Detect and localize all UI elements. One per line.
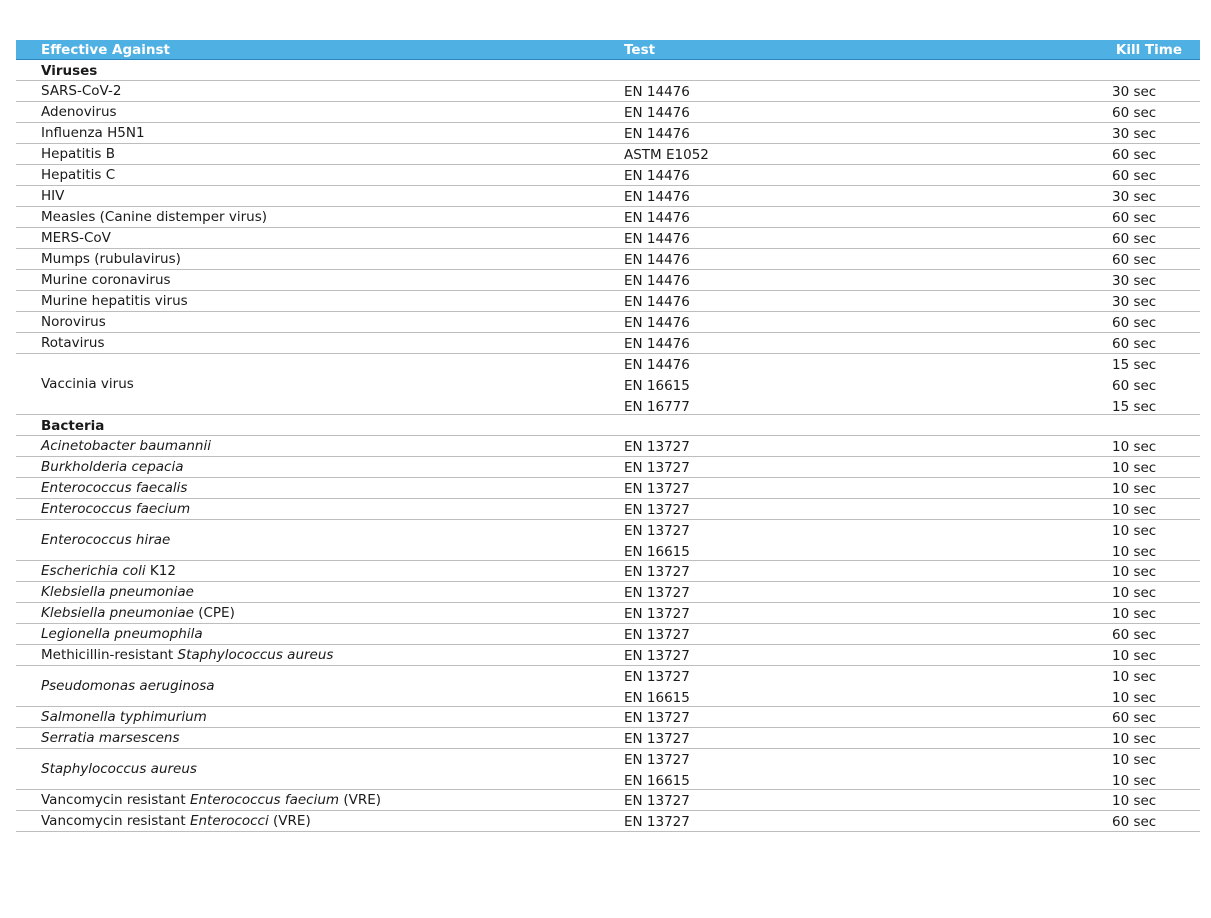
- efficacy-table: [16, 40, 1200, 832]
- test-standard: EN 14476: [624, 126, 690, 142]
- test-cell: [624, 436, 690, 457]
- kill-time-value: 10 sec: [1112, 585, 1157, 601]
- organism-name: [41, 81, 121, 101]
- organism-name-text: Hepatitis C: [41, 167, 116, 183]
- test-cell: [624, 561, 690, 582]
- kill-time-value: 60 sec: [1112, 147, 1157, 163]
- kill-time-value: 15 sec: [1112, 357, 1157, 373]
- organism-name-italic: Enterococcus faecium: [189, 792, 340, 808]
- organism-name-text: SARS-CoV-2: [41, 83, 122, 99]
- kill-time-value: 60 sec: [1112, 168, 1157, 184]
- organism-name-text: (CPE): [193, 605, 235, 621]
- organism-name-text: Murine coronavirus: [41, 272, 171, 288]
- test-cell: [624, 645, 690, 666]
- table-row: [16, 790, 1200, 811]
- table-row: [16, 291, 1200, 312]
- kill-time-cell: [1112, 291, 1156, 312]
- kill-time-value: 10 sec: [1112, 773, 1157, 789]
- kill-time-value: 10 sec: [1112, 502, 1157, 518]
- test-standard: EN 16615: [624, 544, 690, 560]
- table-row: [16, 186, 1200, 207]
- organism-name: [41, 520, 170, 560]
- kill-time-value: 10 sec: [1112, 481, 1157, 497]
- section-heading: [16, 415, 1200, 436]
- test-cell: [624, 144, 709, 165]
- organism-name-text: MERS-CoV: [41, 230, 111, 246]
- organism-name-text: HIV: [41, 188, 65, 204]
- kill-time-value: 30 sec: [1112, 294, 1157, 310]
- test-cell: [624, 81, 690, 102]
- test-cell: [624, 291, 690, 312]
- organism-name: [41, 603, 235, 623]
- test-standard: EN 13727: [624, 752, 690, 768]
- test-cell: [624, 457, 690, 478]
- kill-time-cell: [1112, 666, 1156, 708]
- organism-name: [41, 499, 190, 519]
- section-title: Viruses: [41, 63, 98, 79]
- table-row: [16, 624, 1200, 645]
- organism-name: [41, 749, 197, 789]
- organism-name: [41, 144, 115, 164]
- test-standard: EN 13727: [624, 523, 690, 539]
- kill-time-value: 10 sec: [1112, 439, 1157, 455]
- table-row: [16, 499, 1200, 520]
- kill-time-value: 15 sec: [1112, 399, 1157, 415]
- test-standard: EN 13727: [624, 564, 690, 580]
- test-standard: EN 16615: [624, 378, 690, 394]
- organism-name-text: Measles (Canine distemper virus): [41, 209, 268, 225]
- organism-name-text: Hepatitis B: [41, 146, 115, 162]
- kill-time-value: 60 sec: [1112, 252, 1157, 268]
- test-standard: EN 16615: [624, 773, 690, 789]
- kill-time-cell: [1112, 582, 1156, 603]
- organism-name-italic: Enterococcus faecium: [41, 501, 191, 517]
- organism-name-text: Murine hepatitis virus: [41, 293, 188, 309]
- kill-time-cell: [1112, 228, 1156, 249]
- test-standard: EN 13727: [624, 502, 690, 518]
- test-standard: EN 14476: [624, 189, 690, 205]
- test-cell: [624, 354, 690, 417]
- kill-time-cell: [1112, 144, 1156, 165]
- kill-time-cell: [1112, 728, 1156, 749]
- header-kill-time: Kill Time: [1115, 42, 1182, 58]
- table-row: [16, 249, 1200, 270]
- organism-name-italic: Escherichia coli: [41, 563, 146, 579]
- table-row: [16, 811, 1200, 832]
- organism-name: [41, 624, 203, 644]
- organism-name-text: Adenovirus: [41, 104, 117, 120]
- organism-name-text: Vancomycin resistant: [41, 792, 190, 808]
- kill-time-value: 10 sec: [1112, 544, 1157, 560]
- kill-time-value: 10 sec: [1112, 690, 1157, 706]
- table-row: [16, 666, 1200, 707]
- test-standard: EN 13727: [624, 814, 690, 830]
- test-standard: EN 14476: [624, 294, 690, 310]
- test-cell: [624, 666, 690, 708]
- kill-time-cell: [1112, 478, 1156, 499]
- table-row: [16, 478, 1200, 499]
- organism-name-text: (VRE): [339, 792, 382, 808]
- table-row: [16, 436, 1200, 457]
- table-row: [16, 144, 1200, 165]
- kill-time-cell: [1112, 603, 1156, 624]
- kill-time-cell: [1112, 81, 1156, 102]
- kill-time-cell: [1112, 270, 1156, 291]
- organism-name-text: Influenza H5N1: [41, 125, 145, 141]
- table-row: [16, 333, 1200, 354]
- organism-name: [41, 207, 267, 227]
- test-standard: EN 14476: [624, 210, 690, 226]
- organism-name: [41, 811, 311, 831]
- kill-time-cell: [1112, 249, 1156, 270]
- test-standard: EN 13727: [624, 481, 690, 497]
- test-standard: EN 14476: [624, 252, 690, 268]
- organism-name: [41, 478, 187, 498]
- test-standard: EN 13727: [624, 648, 690, 664]
- kill-time-value: 60 sec: [1112, 105, 1157, 121]
- test-standard: EN 14476: [624, 315, 690, 331]
- test-cell: [624, 624, 690, 645]
- test-standard: EN 14476: [624, 105, 690, 121]
- test-cell: [624, 811, 690, 832]
- organism-name-italic: Klebsiella pneumoniae: [41, 584, 194, 600]
- organism-name: [41, 249, 181, 269]
- table-row: [16, 165, 1200, 186]
- kill-time-value: 60 sec: [1112, 231, 1157, 247]
- kill-time-cell: [1112, 354, 1156, 417]
- kill-time-cell: [1112, 624, 1156, 645]
- kill-time-cell: [1112, 207, 1156, 228]
- kill-time-value: 30 sec: [1112, 84, 1157, 100]
- table-row: [16, 728, 1200, 749]
- header-effective-against: Effective Against: [41, 42, 171, 58]
- organism-name-italic: Staphylococcus aureus: [177, 647, 334, 663]
- table-header: [16, 40, 1200, 60]
- kill-time-value: 10 sec: [1112, 460, 1157, 476]
- kill-time-value: 10 sec: [1112, 564, 1157, 580]
- test-cell: [624, 123, 690, 144]
- test-cell: [624, 249, 690, 270]
- kill-time-cell: [1112, 790, 1156, 811]
- test-standard: EN 13727: [624, 793, 690, 809]
- kill-time-cell: [1112, 436, 1156, 457]
- test-cell: [624, 165, 690, 186]
- test-cell: [624, 102, 690, 123]
- test-cell: [624, 499, 690, 520]
- kill-time-value: 60 sec: [1112, 210, 1157, 226]
- test-standard: EN 14476: [624, 336, 690, 352]
- test-cell: [624, 312, 690, 333]
- kill-time-cell: [1112, 645, 1156, 666]
- test-cell: [624, 333, 690, 354]
- table-row: [16, 645, 1200, 666]
- table-row: [16, 603, 1200, 624]
- table-row: [16, 123, 1200, 144]
- test-cell: [624, 749, 690, 791]
- test-cell: [624, 520, 690, 562]
- table-row: [16, 312, 1200, 333]
- kill-time-value: 10 sec: [1112, 648, 1157, 664]
- organism-name-italic: Enterococcus faecalis: [41, 480, 188, 496]
- organism-name-text: Mumps (rubulavirus): [41, 251, 181, 267]
- test-standard: EN 13727: [624, 669, 690, 685]
- kill-time-cell: [1112, 333, 1156, 354]
- kill-time-value: 10 sec: [1112, 606, 1157, 622]
- test-standard: EN 13727: [624, 710, 690, 726]
- table-row: [16, 228, 1200, 249]
- kill-time-value: 30 sec: [1112, 126, 1157, 142]
- organism-name: [41, 790, 381, 810]
- organism-name-text: Vaccinia virus: [41, 376, 134, 392]
- test-standard: EN 16777: [624, 399, 690, 415]
- organism-name: [41, 312, 106, 332]
- kill-time-value: 10 sec: [1112, 731, 1157, 747]
- organism-name-text: (VRE): [268, 813, 311, 829]
- test-cell: [624, 603, 690, 624]
- test-cell: [624, 790, 690, 811]
- table-row: [16, 207, 1200, 228]
- test-cell: [624, 207, 690, 228]
- organism-name: [41, 582, 194, 602]
- organism-name-italic: Enterococci: [189, 813, 269, 829]
- section-heading: [16, 60, 1200, 81]
- kill-time-value: 60 sec: [1112, 336, 1157, 352]
- test-standard: EN 13727: [624, 439, 690, 455]
- test-cell: [624, 707, 690, 728]
- kill-time-cell: [1112, 499, 1156, 520]
- kill-time-value: 60 sec: [1112, 627, 1157, 643]
- test-standard: EN 13727: [624, 585, 690, 601]
- table-row: [16, 354, 1200, 415]
- table-row: [16, 520, 1200, 561]
- organism-name: [41, 645, 333, 665]
- table-row: [16, 561, 1200, 582]
- kill-time-cell: [1112, 457, 1156, 478]
- organism-name: [41, 123, 145, 143]
- test-standard: EN 13727: [624, 460, 690, 476]
- organism-name: [41, 561, 176, 581]
- organism-name-italic: Salmonella typhimurium: [41, 709, 207, 725]
- test-standard: EN 14476: [624, 357, 690, 373]
- table-row: [16, 749, 1200, 790]
- kill-time-value: 60 sec: [1112, 378, 1157, 394]
- organism-name: [41, 333, 104, 353]
- test-standard: EN 14476: [624, 84, 690, 100]
- kill-time-value: 10 sec: [1112, 752, 1157, 768]
- test-standard: EN 16615: [624, 690, 690, 706]
- organism-name: [41, 165, 115, 185]
- kill-time-value: 30 sec: [1112, 273, 1157, 289]
- kill-time-cell: [1112, 749, 1156, 791]
- table-row: [16, 102, 1200, 123]
- test-cell: [624, 478, 690, 499]
- organism-name: [41, 228, 111, 248]
- organism-name-italic: Acinetobacter baumannii: [41, 438, 211, 454]
- organism-name-text: Rotavirus: [41, 335, 105, 351]
- kill-time-cell: [1112, 186, 1156, 207]
- organism-name: [41, 186, 64, 206]
- organism-name-text: Norovirus: [41, 314, 106, 330]
- kill-time-cell: [1112, 811, 1156, 832]
- test-standard: EN 13727: [624, 627, 690, 643]
- organism-name-italic: Enterococcus hirae: [41, 532, 171, 548]
- organism-name-text: Methicillin-resistant: [41, 647, 178, 663]
- organism-name-italic: Klebsiella pneumoniae: [41, 605, 194, 621]
- kill-time-cell: [1112, 520, 1156, 562]
- kill-time-cell: [1112, 312, 1156, 333]
- test-standard: EN 13727: [624, 606, 690, 622]
- organism-name: [41, 728, 180, 748]
- kill-time-value: 60 sec: [1112, 315, 1157, 331]
- kill-time-cell: [1112, 102, 1156, 123]
- kill-time-value: 10 sec: [1112, 669, 1157, 685]
- organism-name-italic: Burkholderia cepacia: [41, 459, 184, 475]
- test-standard: ASTM E1052: [624, 147, 709, 163]
- organism-name-italic: Staphylococcus aureus: [41, 761, 197, 777]
- organism-name: [41, 354, 134, 414]
- table-row: [16, 81, 1200, 102]
- test-cell: [624, 186, 690, 207]
- test-cell: [624, 582, 690, 603]
- kill-time-cell: [1112, 123, 1156, 144]
- organism-name: [41, 102, 117, 122]
- organism-name: [41, 666, 215, 706]
- organism-name-text: Vancomycin resistant: [41, 813, 190, 829]
- test-standard: EN 14476: [624, 168, 690, 184]
- organism-name: [41, 457, 184, 477]
- table-row: [16, 582, 1200, 603]
- kill-time-value: 10 sec: [1112, 793, 1157, 809]
- test-cell: [624, 228, 690, 249]
- test-standard: EN 14476: [624, 231, 690, 247]
- kill-time-cell: [1112, 561, 1156, 582]
- test-cell: [624, 728, 690, 749]
- table-row: [16, 707, 1200, 728]
- organism-name: [41, 436, 211, 456]
- organism-name: [41, 291, 188, 311]
- kill-time-cell: [1112, 707, 1156, 728]
- table-row: [16, 270, 1200, 291]
- organism-name-text: K12: [145, 563, 176, 579]
- table-body: [16, 60, 1200, 832]
- organism-name-italic: Serratia marsescens: [41, 730, 180, 746]
- organism-name: [41, 707, 207, 727]
- organism-name: [41, 270, 171, 290]
- kill-time-value: 30 sec: [1112, 189, 1157, 205]
- organism-name-italic: Legionella pneumophila: [41, 626, 203, 642]
- kill-time-cell: [1112, 165, 1156, 186]
- header-test: Test: [624, 42, 656, 58]
- kill-time-value: 60 sec: [1112, 710, 1157, 726]
- kill-time-value: 60 sec: [1112, 814, 1157, 830]
- test-standard: EN 13727: [624, 731, 690, 747]
- kill-time-value: 10 sec: [1112, 523, 1157, 539]
- section-title: Bacteria: [41, 418, 105, 434]
- test-standard: EN 14476: [624, 273, 690, 289]
- table-row: [16, 457, 1200, 478]
- organism-name-italic: Pseudomonas aeruginosa: [41, 678, 215, 694]
- test-cell: [624, 270, 690, 291]
